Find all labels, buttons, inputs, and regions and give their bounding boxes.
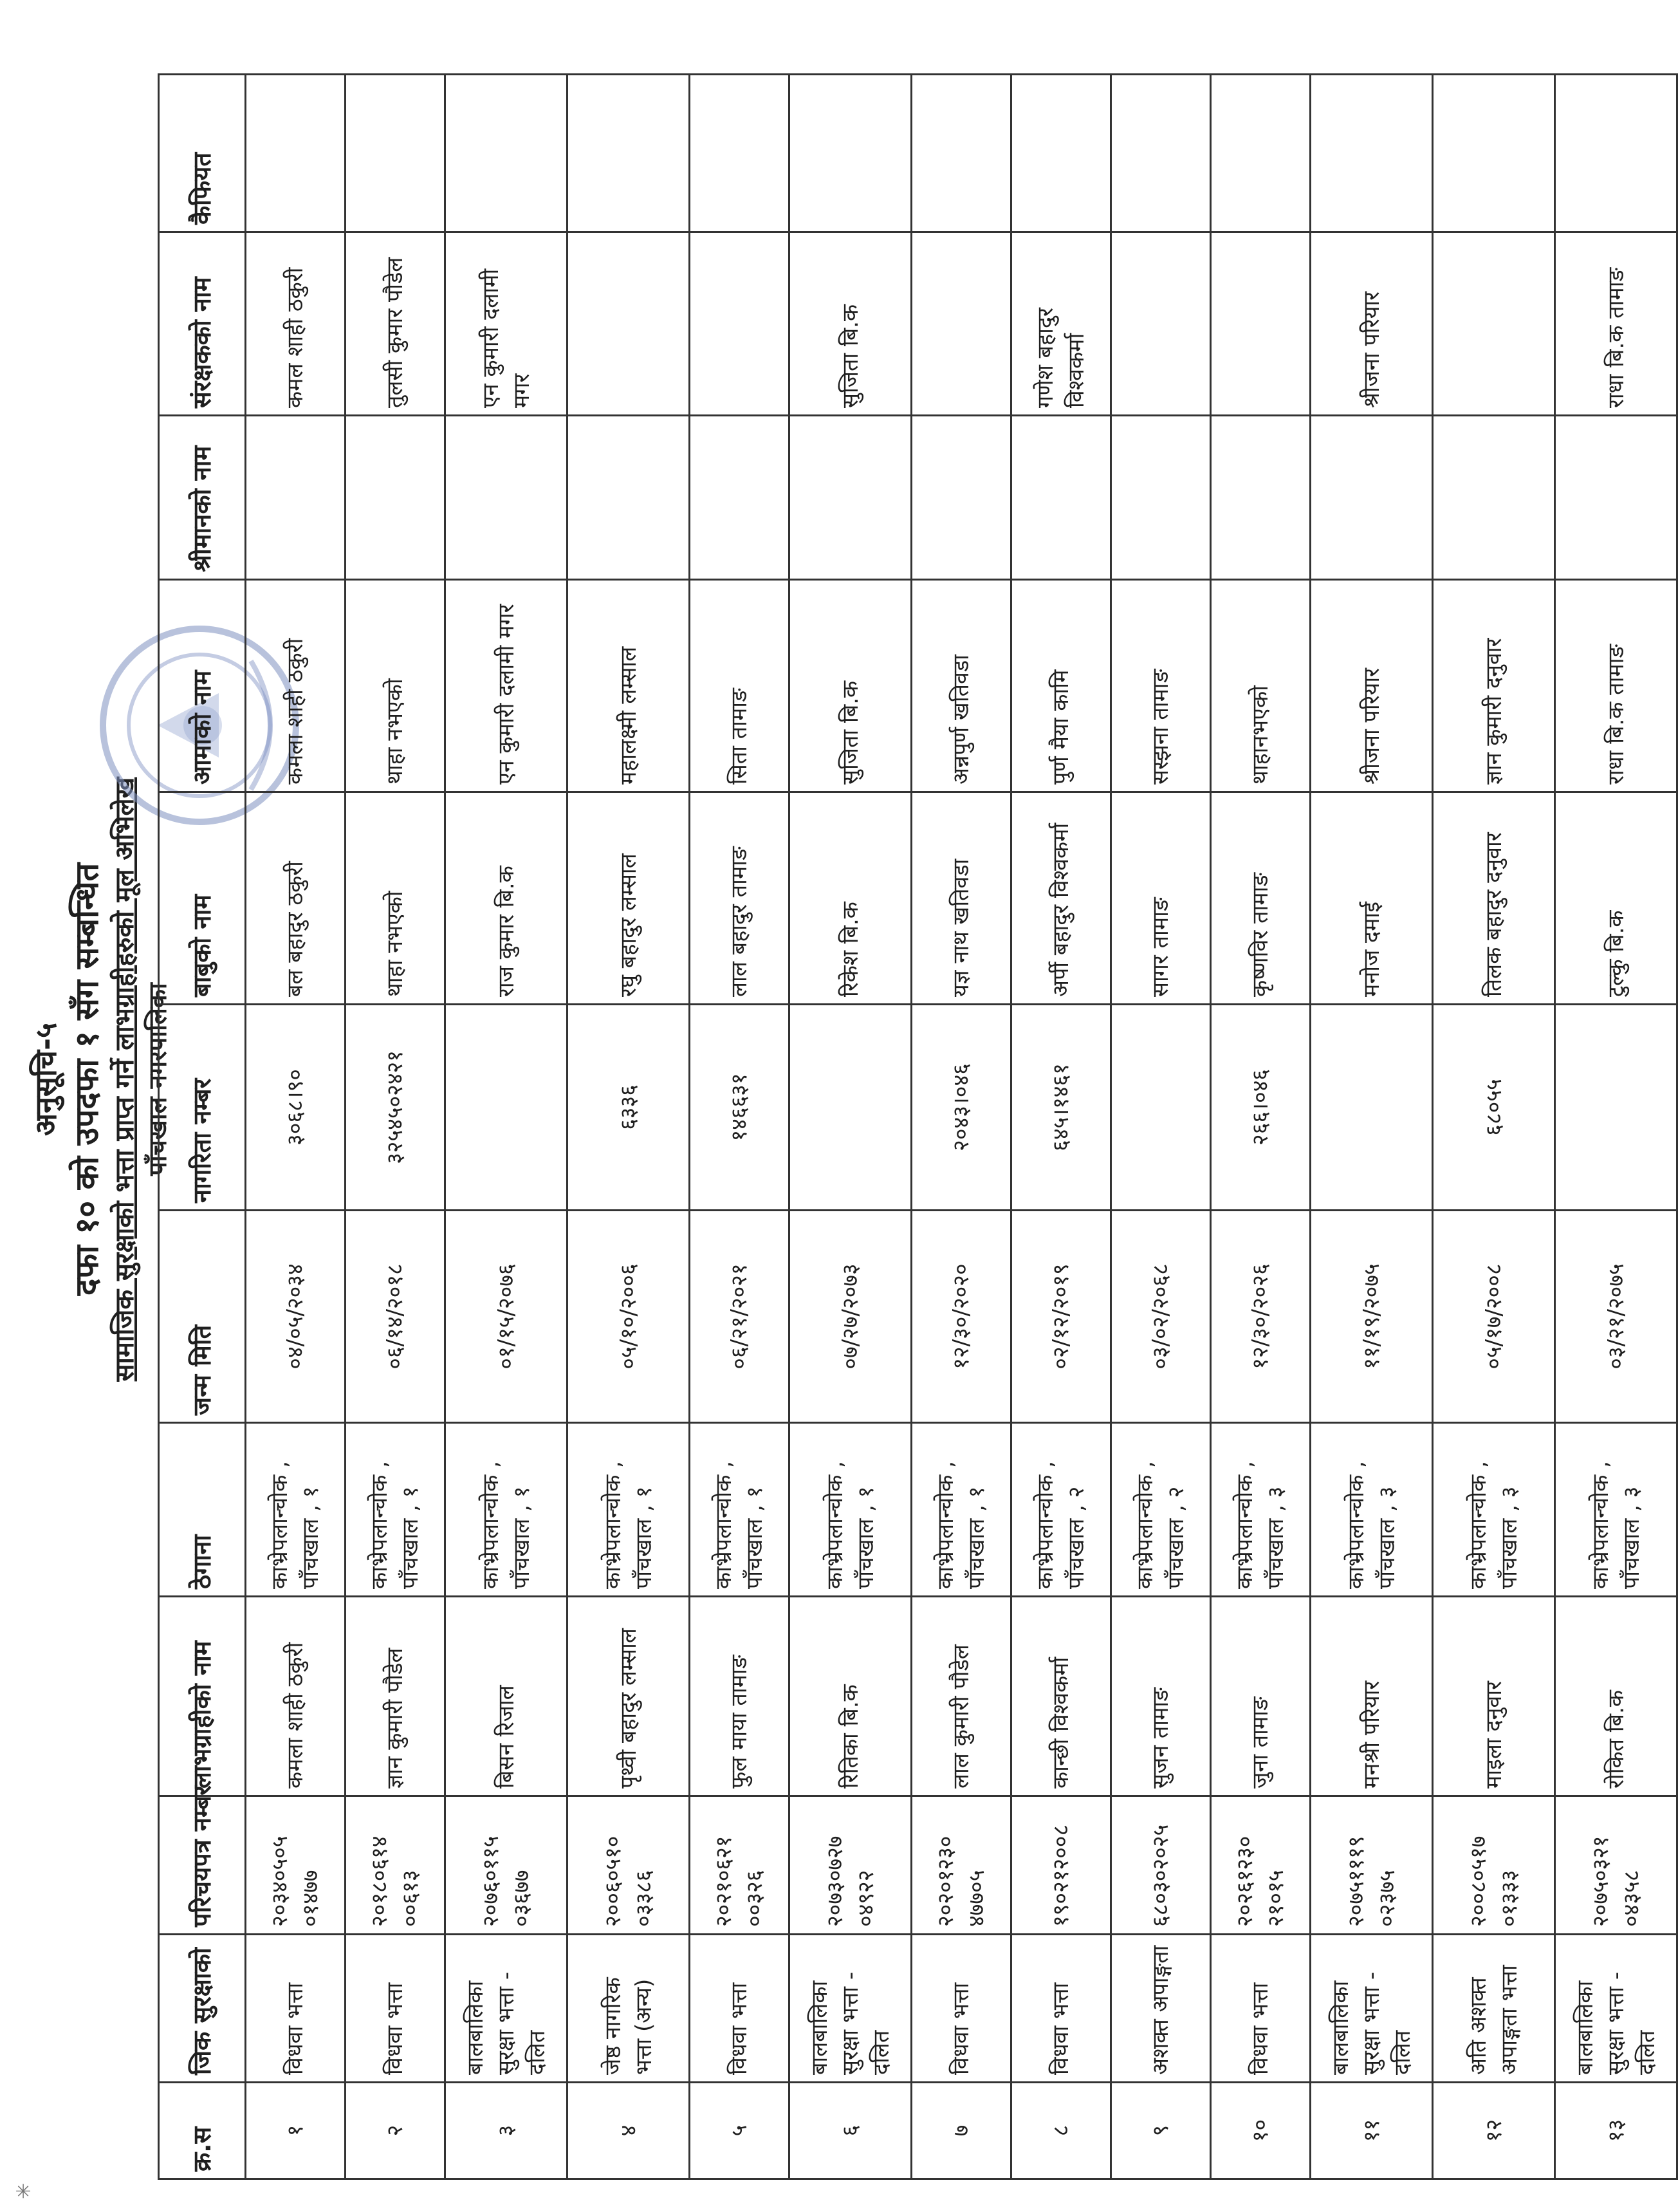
cell-remarks: [690, 75, 789, 232]
cell-id-card: २०१८०६१४ ००६१३: [346, 1796, 445, 1935]
cell-id-card: १९०२१२००८: [1011, 1796, 1111, 1935]
cell-id-card: २००८०५१७ ०१३३३: [1433, 1796, 1555, 1935]
cell-beneficiary: ज्ञान कुमारी पौडेल: [346, 1597, 445, 1796]
cell-id-card: ६८०३०२०२५: [1111, 1796, 1211, 1935]
cell-allowance: अति अशक्त अपाङ्गता भत्ता: [1433, 1935, 1555, 2083]
cell-dob: ०२/१२/२०१९: [1011, 1211, 1111, 1423]
table-row: [1311, 75, 1433, 2179]
cell-allowance: जेष्ठ नागरिक भत्ता (अन्य): [567, 1935, 690, 2083]
col-header-beneficiary: लाभग्राहीको नाम: [159, 1597, 246, 1796]
office-name: पाँचखाल नगरपालिका: [143, 983, 172, 1176]
record-subtitle: सामाजिक सुरक्षाको भत्ता प्राप्त गर्ने लाभग्राहीहरुको मूल अभिलेख: [110, 777, 140, 1382]
cell-sn: २: [346, 2083, 445, 2179]
document-heading: [26, 159, 174, 2000]
cell-husband: [789, 416, 912, 580]
cell-remarks: [1011, 75, 1111, 232]
cell-id-card: २०७५१११९ ०२३७५: [1311, 1796, 1433, 1935]
cell-guardian: श्रीजना परियार: [1311, 232, 1433, 416]
cell-remarks: [1311, 75, 1433, 232]
cell-address: काभ्रेपलान्चोक , पाँचखाल , ३: [1433, 1423, 1555, 1597]
cell-guardian: [1433, 232, 1555, 416]
cell-dob: ०५/१०/२००६: [567, 1211, 690, 1423]
cell-allowance: अशक्त अपाङ्गता: [1111, 1935, 1211, 2083]
cell-mother: पुर्ण मैया कामि: [1011, 580, 1111, 792]
col-header-sn: क्र.स: [159, 2083, 246, 2179]
cell-sn: १०: [1211, 2083, 1311, 2179]
cell-remarks: [346, 75, 445, 232]
table-row: [912, 75, 1011, 2179]
col-header-id-card: परिचयपत्र नम्बर: [159, 1796, 246, 1935]
cell-address: काभ्रेपलान्चोक , पाँचखाल , १: [346, 1423, 445, 1597]
table-row: [1111, 75, 1211, 2179]
cell-beneficiary: फुल माया तामाङ: [690, 1597, 789, 1796]
cell-dob: ०३/२१/२०७५: [1555, 1211, 1677, 1423]
cell-mother: थाहानभएको: [1211, 580, 1311, 792]
cell-guardian: एन कुमारी दलामी मगर: [445, 232, 567, 416]
table-row: [246, 75, 346, 2179]
cell-remarks: [567, 75, 690, 232]
col-header-dob: जन्म मिति: [159, 1211, 246, 1423]
col-header-remarks: कैफियत: [159, 75, 246, 232]
cell-citizenship: ६८०५५: [1433, 1005, 1555, 1211]
cell-husband: [445, 416, 567, 580]
cell-remarks: [1111, 75, 1211, 232]
table-row: [1555, 75, 1677, 2179]
cell-sn: ७: [912, 2083, 1011, 2179]
cell-guardian: कमल शाही ठकुरी: [246, 232, 346, 416]
cell-mother: सुजिता बि.क: [789, 580, 912, 792]
cell-sn: १३: [1555, 2083, 1677, 2179]
cell-husband: [1211, 416, 1311, 580]
cell-id-card: २०२०१२३० ४७७०५: [912, 1796, 1011, 1935]
cell-father: मनोज दमाई: [1311, 792, 1433, 1005]
cell-mother: श्रीजना परियार: [1311, 580, 1433, 792]
cell-beneficiary: लाल कुमारी पौडेल: [912, 1597, 1011, 1796]
cell-father: कृष्णविर तामाङ: [1211, 792, 1311, 1005]
col-header-allowance: जिक सुरक्षाको: [159, 1935, 246, 2083]
cell-allowance: बालबालिका सुरक्षा भत्ता - दलित: [1311, 1935, 1433, 2083]
cell-allowance: बालबालिका सुरक्षा भत्ता - दलित: [789, 1935, 912, 2083]
cell-dob: ११/१९/२०७५: [1311, 1211, 1433, 1423]
cell-father: बल बहादुर ठकुरी: [246, 792, 346, 1005]
cell-mother: ज्ञान कुमारी दनुवार: [1433, 580, 1555, 792]
col-header-address: ठेगाना: [159, 1423, 246, 1597]
cell-allowance: विधवा भत्ता: [1211, 1935, 1311, 2083]
cell-citizenship: [445, 1005, 567, 1211]
cell-beneficiary: मनश्री परियार: [1311, 1597, 1433, 1796]
cell-mother: थाहा नभएको: [346, 580, 445, 792]
cell-address: काभ्रेपलान्चोक , पाँचखाल , २: [1011, 1423, 1111, 1597]
cell-dob: ०१/१५/२०७६: [445, 1211, 567, 1423]
cell-guardian: [1211, 232, 1311, 416]
cell-allowance: विधवा भत्ता: [246, 1935, 346, 2083]
scan-mark: ✳: [13, 2182, 35, 2199]
annex-label: अनुसूचि-५: [28, 1023, 63, 1136]
table-row: [690, 75, 789, 2179]
table-row: [1211, 75, 1311, 2179]
cell-mother: अन्नपुर्ण खतिवडा: [912, 580, 1011, 792]
cell-allowance: विधवा भत्ता: [1011, 1935, 1111, 2083]
cell-address: काभ्रेपलान्चोक , पाँचखाल , १: [445, 1423, 567, 1597]
cell-remarks: [1211, 75, 1311, 232]
cell-husband: [1433, 416, 1555, 580]
cell-dob: १२/३०/२०२०: [912, 1211, 1011, 1423]
cell-id-card: २०२१०६२१ ००३२६: [690, 1796, 789, 1935]
cell-husband: [1011, 416, 1111, 580]
cell-sn: ११: [1311, 2083, 1433, 2179]
cell-remarks: [445, 75, 567, 232]
col-header-husband: श्रीमानको नाम: [159, 416, 246, 580]
cell-sn: ५: [690, 2083, 789, 2179]
cell-guardian: [690, 232, 789, 416]
cell-citizenship: २६६।०४६: [1211, 1005, 1311, 1211]
cell-citizenship: [1311, 1005, 1433, 1211]
cell-id-card: २०७५०३२१ ०४३५८: [1555, 1796, 1677, 1935]
cell-guardian: गणेश बहादुर विश्वकर्मा: [1011, 232, 1111, 416]
cell-father: यज्ञ नाथ खतिवडा: [912, 792, 1011, 1005]
cell-husband: [346, 416, 445, 580]
col-header-guardian: संरक्षकको नाम: [159, 232, 246, 416]
col-header-mother: आमाको नाम: [159, 580, 246, 792]
cell-husband: [246, 416, 346, 580]
cell-sn: १२: [1433, 2083, 1555, 2179]
table-row: [1433, 75, 1555, 2179]
col-header-citizenship: नागरिता नम्बर: [159, 1005, 246, 1211]
section-title: दफा १० को उपदफा १ सँग सम्बन्धित: [68, 862, 106, 1296]
cell-citizenship: २०४३।०४६: [912, 1005, 1011, 1211]
cell-remarks: [1433, 75, 1555, 232]
cell-citizenship: [1111, 1005, 1211, 1211]
cell-remarks: [789, 75, 912, 232]
cell-address: काभ्रेपलान्चोक , पाँचखाल , ३: [1555, 1423, 1677, 1597]
cell-id-card: २०२६१२३० २१०१५: [1211, 1796, 1311, 1935]
cell-beneficiary: जुना तामाङ: [1211, 1597, 1311, 1796]
cell-husband: [1555, 416, 1677, 580]
cell-remarks: [246, 75, 346, 232]
cell-remarks: [1555, 75, 1677, 232]
cell-sn: ६: [789, 2083, 912, 2179]
cell-beneficiary: रोकित बि.क: [1555, 1597, 1677, 1796]
cell-dob: ०७/२७/२०७३: [789, 1211, 912, 1423]
cell-citizenship: [789, 1005, 912, 1211]
cell-id-card: २००६०५१० ०३३८६: [567, 1796, 690, 1935]
cell-father: रघु बहादुर लम्साल: [567, 792, 690, 1005]
cell-guardian: राधा बि.क तामाङ: [1555, 232, 1677, 416]
cell-husband: [567, 416, 690, 580]
cell-father: अर्पी बहादुर विश्वकर्मा: [1011, 792, 1111, 1005]
cell-address: काभ्रेपलान्चोक , पाँचखाल , ३: [1211, 1423, 1311, 1597]
cell-sn: ३: [445, 2083, 567, 2179]
cell-mother: महालक्ष्मी लम्साल: [567, 580, 690, 792]
cell-beneficiary: सुजन तामाङ: [1111, 1597, 1211, 1796]
cell-allowance: विधवा भत्ता: [346, 1935, 445, 2083]
cell-mother: एन कुमारी दलामी मगर: [445, 580, 567, 792]
cell-address: काभ्रेपलान्चोक , पाँचखाल , ३: [1311, 1423, 1433, 1597]
cell-dob: ०६/२१/२०२१: [690, 1211, 789, 1423]
cell-address: काभ्रेपलान्चोक , पाँचखाल , १: [789, 1423, 912, 1597]
cell-father: टुल्कु बि.क: [1555, 792, 1677, 1005]
table-row: [445, 75, 567, 2179]
cell-dob: १२/३०/२०२६: [1211, 1211, 1311, 1423]
cell-husband: [912, 416, 1011, 580]
cell-father: सागर तामाङ: [1111, 792, 1211, 1005]
col-header-father: बाबुको नाम: [159, 792, 246, 1005]
cell-guardian: तुलसी कुमार पौडेल: [346, 232, 445, 416]
cell-id-card: २०७६०११५ ०३६७७: [445, 1796, 567, 1935]
cell-husband: [1111, 416, 1211, 580]
cell-guardian: सुजिता बि.क: [789, 232, 912, 416]
cell-sn: ८: [1011, 2083, 1111, 2179]
cell-guardian: [912, 232, 1011, 416]
cell-dob: ०३/०२/२०६८: [1111, 1211, 1211, 1423]
cell-citizenship: ३२५४५०२४२१: [346, 1005, 445, 1211]
beneficiary-table: [158, 73, 1678, 2180]
cell-husband: [1311, 416, 1433, 580]
table-row: [567, 75, 690, 2179]
cell-citizenship: [1555, 1005, 1677, 1211]
cell-address: काभ्रेपलान्चोक , पाँचखाल , १: [912, 1423, 1011, 1597]
cell-dob: ०४/०५/२०३४: [246, 1211, 346, 1423]
cell-father: तिलक बहादुर दनुवार: [1433, 792, 1555, 1005]
table-row: [1011, 75, 1111, 2179]
cell-id-card: २०७३०७२७ ०४९२२: [789, 1796, 912, 1935]
cell-father: लाल बहादुर तामाङ: [690, 792, 789, 1005]
cell-father: राज कुमार बि.क: [445, 792, 567, 1005]
cell-guardian: [1111, 232, 1211, 416]
cell-citizenship: ६४५।१४६१: [1011, 1005, 1111, 1211]
cell-mother: कमला शाही ठकुरी: [246, 580, 346, 792]
cell-mother: राधा बि.क तामाङ: [1555, 580, 1677, 792]
cell-allowance: बालबालिका सुरक्षा भत्ता - दलित: [445, 1935, 567, 2083]
cell-citizenship: ६३३६: [567, 1005, 690, 1211]
cell-mother: सिता तामाङ: [690, 580, 789, 792]
cell-allowance: बालबालिका सुरक्षा भत्ता - दलित: [1555, 1935, 1677, 2083]
cell-beneficiary: कमला शाही ठकुरी: [246, 1597, 346, 1796]
cell-address: काभ्रेपलान्चोक , पाँचखाल , १: [567, 1423, 690, 1597]
cell-sn: १: [246, 2083, 346, 2179]
cell-beneficiary: बिसन रिजाल: [445, 1597, 567, 1796]
cell-id-card: २०३४०५०५ ०१४७७: [246, 1796, 346, 1935]
cell-beneficiary: माइला दनुवार: [1433, 1597, 1555, 1796]
cell-father: रिकेश बि.क: [789, 792, 912, 1005]
cell-beneficiary: रितिका बि.क: [789, 1597, 912, 1796]
cell-remarks: [912, 75, 1011, 232]
cell-husband: [690, 416, 789, 580]
table-row: [789, 75, 912, 2179]
cell-address: काभ्रेपलान्चोक , पाँचखाल , १: [246, 1423, 346, 1597]
table-header-row: [159, 75, 246, 2179]
cell-citizenship: १४६६३१: [690, 1005, 789, 1211]
cell-allowance: विधवा भत्ता: [912, 1935, 1011, 2083]
cell-dob: ०६/१४/२०१८: [346, 1211, 445, 1423]
cell-address: काभ्रेपलान्चोक , पाँचखाल , २: [1111, 1423, 1211, 1597]
cell-mother: सस्झना तामाङ: [1111, 580, 1211, 792]
cell-beneficiary: पृथ्वी बहादुर लम्साल: [567, 1597, 690, 1796]
cell-dob: ०५/१७/२००८: [1433, 1211, 1555, 1423]
table-row: [346, 75, 445, 2179]
cell-address: काभ्रेपलान्चोक , पाँचखाल , १: [690, 1423, 789, 1597]
cell-father: थाहा नभएको: [346, 792, 445, 1005]
cell-citizenship: ३०६८।९०: [246, 1005, 346, 1211]
cell-sn: ९: [1111, 2083, 1211, 2179]
cell-allowance: विधवा भत्ता: [690, 1935, 789, 2083]
cell-sn: ४: [567, 2083, 690, 2179]
cell-beneficiary: कान्छी विश्वकर्मा: [1011, 1597, 1111, 1796]
cell-guardian: [567, 232, 690, 416]
